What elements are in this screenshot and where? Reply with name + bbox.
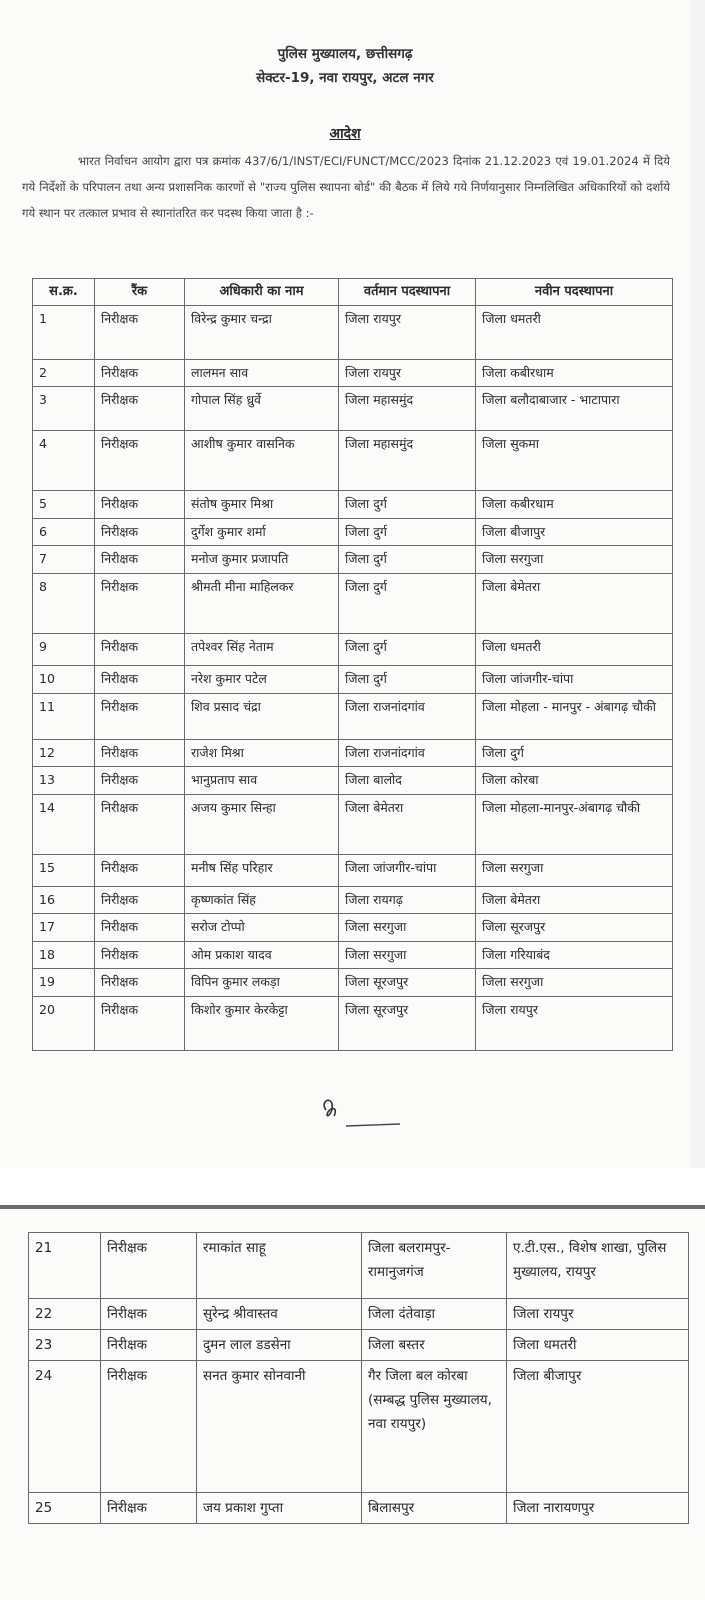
table-row (33, 519, 673, 546)
cell-rank: निरीक्षक (101, 1299, 197, 1330)
table-row (29, 1330, 689, 1361)
cell-current-posting: जिला दुर्ग (339, 519, 476, 546)
cell-serial: 24 (29, 1361, 101, 1493)
cell-new-posting: जिला बेमेतरा (476, 887, 673, 914)
cell-officer-name: राजेश मिश्रा (185, 740, 339, 767)
cell-current-posting: जिला जांजगीर-चांपा (339, 855, 476, 887)
cell-current-posting: जिला रायपुर (339, 306, 476, 360)
cell-new-posting: जिला बेमेतरा (476, 574, 673, 634)
header-officer-name: अधिकारी का नाम (185, 279, 339, 306)
table-row (33, 969, 673, 997)
cell-new-posting: जिला सरगुजा (476, 969, 673, 997)
office-address: सेक्टर-19, नवा रायपुर, अटल नगर (256, 70, 434, 86)
cell-serial: 18 (33, 942, 95, 969)
cell-rank: निरीक्षक (101, 1330, 197, 1361)
header-new-posting: नवीन पदस्थापना (476, 279, 673, 306)
table-row (33, 855, 673, 887)
cell-new-posting: जिला रायपुर (476, 997, 673, 1051)
office-name: पुलिस मुख्यालय, छत्तीसगढ़ (277, 46, 413, 62)
cell-rank: निरीक्षक (101, 1361, 197, 1493)
cell-serial: 2 (33, 360, 95, 387)
cell-serial: 19 (33, 969, 95, 997)
order-title: आदेश (329, 126, 361, 142)
cell-serial: 9 (33, 634, 95, 666)
table-row (29, 1299, 689, 1330)
header-serial: स.क्र. (33, 279, 95, 306)
cell-officer-name: सनत कुमार सोनवानी (197, 1361, 362, 1493)
cell-rank: निरीक्षक (95, 767, 185, 795)
table-row (33, 360, 673, 387)
cell-new-posting: जिला दुर्ग (476, 740, 673, 767)
cell-current-posting: जिला बेमेतरा (339, 795, 476, 855)
table-row (33, 546, 673, 574)
table-row (33, 306, 673, 360)
order-paragraph-text: भारत निर्वाचन आयोग द्वारा पत्र क्रमांक 437/6/1/INST/ECI/FUNCT/MCC/2023 दिनांक 21.12.2023 एवं 19.01.2024 में दिये गये निर्देशों के परिपालन तथा अन्य प्रशासनिक कारणों से "राज्य पुलिस स्थापना बोर्ड" की बैठक में लिये गये निर्णयानुसार निम्नलिखित अधिकारियों को दर्शाये गये स्थान पर तत्काल प्रभाव से स्थानांतरित कर पदस्थ किया जाता है :- (22, 154, 670, 220)
cell-new-posting: जिला रायपुर (507, 1299, 689, 1330)
table-row (29, 1493, 689, 1524)
cell-current-posting: जिला दुर्ग (339, 666, 476, 694)
cell-new-posting: जिला बीजापुर (507, 1361, 689, 1493)
cell-new-posting: जिला बलौदाबाजार - भाटापारा (476, 387, 673, 431)
cell-current-posting: जिला सरगुजा (339, 914, 476, 942)
table-row (29, 1233, 689, 1299)
cell-serial: 12 (33, 740, 95, 767)
cell-officer-name: सरोज टोप्पो (185, 914, 339, 942)
cell-new-posting: जिला सरगुजा (476, 546, 673, 574)
table-row (33, 666, 673, 694)
cell-serial: 13 (33, 767, 95, 795)
cell-rank: निरीक्षक (95, 360, 185, 387)
cell-officer-name: कृष्णकांत सिंह (185, 887, 339, 914)
cell-rank: निरीक्षक (95, 634, 185, 666)
cell-officer-name: गोपाल सिंह ध्रुर्वे (185, 387, 339, 431)
cell-current-posting: जिला सरगुजा (339, 942, 476, 969)
cell-officer-name: ओम प्रकाश यादव (185, 942, 339, 969)
cell-officer-name: शिव प्रसाद चंद्रा (185, 694, 339, 740)
cell-officer-name: दुमन लाल डडसेना (197, 1330, 362, 1361)
cell-officer-name: सुरेन्द्र श्रीवास्तव (197, 1299, 362, 1330)
cell-rank: निरीक्षक (95, 387, 185, 431)
header-current-posting: वर्तमान पदस्थापना (339, 279, 476, 306)
cell-new-posting: जिला धमतरी (476, 634, 673, 666)
cell-rank: निरीक्षक (95, 546, 185, 574)
table-row (33, 942, 673, 969)
cell-rank: निरीक्षक (101, 1233, 197, 1299)
cell-rank: निरीक्षक (95, 666, 185, 694)
cell-rank: निरीक्षक (95, 942, 185, 969)
cell-officer-name: मनीष सिंह परिहार (185, 855, 339, 887)
table-row (33, 634, 673, 666)
cell-serial: 11 (33, 694, 95, 740)
cell-officer-name: संतोष कुमार मिश्रा (185, 491, 339, 519)
cell-rank: निरीक्षक (95, 914, 185, 942)
cell-current-posting: जिला महासमुंद (339, 387, 476, 431)
cell-new-posting: जिला धमतरी (507, 1330, 689, 1361)
cell-serial: 3 (33, 387, 95, 431)
cell-serial: 5 (33, 491, 95, 519)
cell-serial: 10 (33, 666, 95, 694)
cell-officer-name: लालमन साव (185, 360, 339, 387)
table-row (33, 740, 673, 767)
cell-current-posting: जिला दुर्ग (339, 546, 476, 574)
cell-current-posting: गैर जिला बल कोरबा (सम्बद्ध पुलिस मुख्यालय, नवा रायपुर) (362, 1361, 507, 1493)
cell-current-posting: जिला राजनांदगांव (339, 740, 476, 767)
cell-new-posting: जिला मोहला-मानपुर-अंबागढ़ चौकी (476, 795, 673, 855)
cell-new-posting: जिला धमतरी (476, 306, 673, 360)
cell-rank: निरीक्षक (95, 855, 185, 887)
cell-serial: 4 (33, 431, 95, 491)
signature (316, 1092, 406, 1132)
cell-current-posting: जिला बलरामपुर-रामानुजगंज (362, 1233, 507, 1299)
cell-rank: निरीक्षक (95, 491, 185, 519)
cell-new-posting: जिला जांजगीर-चांपा (476, 666, 673, 694)
cell-serial: 14 (33, 795, 95, 855)
table-header-row (33, 279, 673, 306)
cell-current-posting: जिला रायगढ़ (339, 887, 476, 914)
cell-serial: 6 (33, 519, 95, 546)
transfer-table-part-2 (28, 1232, 689, 1524)
cell-officer-name: मनोज कुमार प्रजापति (185, 546, 339, 574)
cell-rank: निरीक्षक (95, 574, 185, 634)
cell-serial: 7 (33, 546, 95, 574)
cell-new-posting: जिला कबीरधाम (476, 360, 673, 387)
cell-rank: निरीक्षक (95, 795, 185, 855)
cell-rank: निरीक्षक (95, 997, 185, 1051)
cell-serial: 17 (33, 914, 95, 942)
table-row (33, 431, 673, 491)
cell-officer-name: नरेश कुमार पटेल (185, 666, 339, 694)
cell-officer-name: किशोर कुमार केरकेट्टा (185, 997, 339, 1051)
table-row (33, 795, 673, 855)
cell-current-posting: जिला दुर्ग (339, 574, 476, 634)
table-row (33, 491, 673, 519)
cell-current-posting: जिला दंतेवाड़ा (362, 1299, 507, 1330)
cell-new-posting: जिला कोरबा (476, 767, 673, 795)
cell-new-posting: जिला बीजापुर (476, 519, 673, 546)
cell-officer-name: आशीष कुमार वासनिक (185, 431, 339, 491)
cell-officer-name: श्रीमती मीना माहिलकर (185, 574, 339, 634)
cell-rank: निरीक्षक (95, 431, 185, 491)
cell-new-posting: जिला मोहला - मानपुर - अंबागढ़ चौकी (476, 694, 673, 740)
transfer-table-part-1 (32, 278, 673, 1051)
cell-current-posting: जिला बस्तर (362, 1330, 507, 1361)
cell-new-posting: जिला गरियाबंद (476, 942, 673, 969)
cell-current-posting: जिला राजनांदगांव (339, 694, 476, 740)
cell-rank: निरीक्षक (95, 519, 185, 546)
order-paragraph (22, 148, 670, 226)
cell-new-posting: जिला सरगुजा (476, 855, 673, 887)
cell-serial: 1 (33, 306, 95, 360)
cell-officer-name: भानुप्रताप साव (185, 767, 339, 795)
cell-serial: 15 (33, 855, 95, 887)
cell-new-posting: ए.टी.एस., विशेष शाखा, पुलिस मुख्यालय, रायपुर (507, 1233, 689, 1299)
cell-serial: 23 (29, 1330, 101, 1361)
page-gap (0, 1168, 705, 1205)
cell-officer-name: तपेश्वर सिंह नेताम (185, 634, 339, 666)
cell-serial: 22 (29, 1299, 101, 1330)
cell-current-posting: जिला दुर्ग (339, 491, 476, 519)
cell-new-posting: जिला सुकमा (476, 431, 673, 491)
table-row (33, 997, 673, 1051)
cell-new-posting: जिला सूरजपुर (476, 914, 673, 942)
cell-current-posting: जिला सूरजपुर (339, 969, 476, 997)
table-row (33, 694, 673, 740)
cell-rank: निरीक्षक (101, 1493, 197, 1524)
cell-rank: निरीक्षक (95, 306, 185, 360)
table-row (29, 1361, 689, 1493)
cell-current-posting: बिलासपुर (362, 1493, 507, 1524)
cell-rank: निरीक्षक (95, 740, 185, 767)
cell-officer-name: रमाकांत साहू (197, 1233, 362, 1299)
table-row (33, 914, 673, 942)
table-row (33, 387, 673, 431)
cell-serial: 21 (29, 1233, 101, 1299)
cell-rank: निरीक्षक (95, 887, 185, 914)
cell-current-posting: जिला सूरजपुर (339, 997, 476, 1051)
cell-serial: 20 (33, 997, 95, 1051)
table-row (33, 767, 673, 795)
cell-officer-name: अजय कुमार सिन्हा (185, 795, 339, 855)
header-rank: रैंक (95, 279, 185, 306)
cell-current-posting: जिला दुर्ग (339, 634, 476, 666)
cell-officer-name: विपिन कुमार लकड़ा (185, 969, 339, 997)
table-row (33, 574, 673, 634)
cell-serial: 8 (33, 574, 95, 634)
cell-current-posting: जिला रायपुर (339, 360, 476, 387)
cell-rank: निरीक्षक (95, 969, 185, 997)
cell-officer-name: दुर्गेश कुमार शर्मा (185, 519, 339, 546)
cell-current-posting: जिला बालोद (339, 767, 476, 795)
cell-new-posting: जिला नारायणपुर (507, 1493, 689, 1524)
cell-officer-name: विरेन्द्र कुमार चन्द्रा (185, 306, 339, 360)
cell-serial: 25 (29, 1493, 101, 1524)
cell-serial: 16 (33, 887, 95, 914)
cell-officer-name: जय प्रकाश गुप्ता (197, 1493, 362, 1524)
cell-rank: निरीक्षक (95, 694, 185, 740)
cell-new-posting: जिला कबीरधाम (476, 491, 673, 519)
table-row (33, 887, 673, 914)
cell-current-posting: जिला महासमुंद (339, 431, 476, 491)
